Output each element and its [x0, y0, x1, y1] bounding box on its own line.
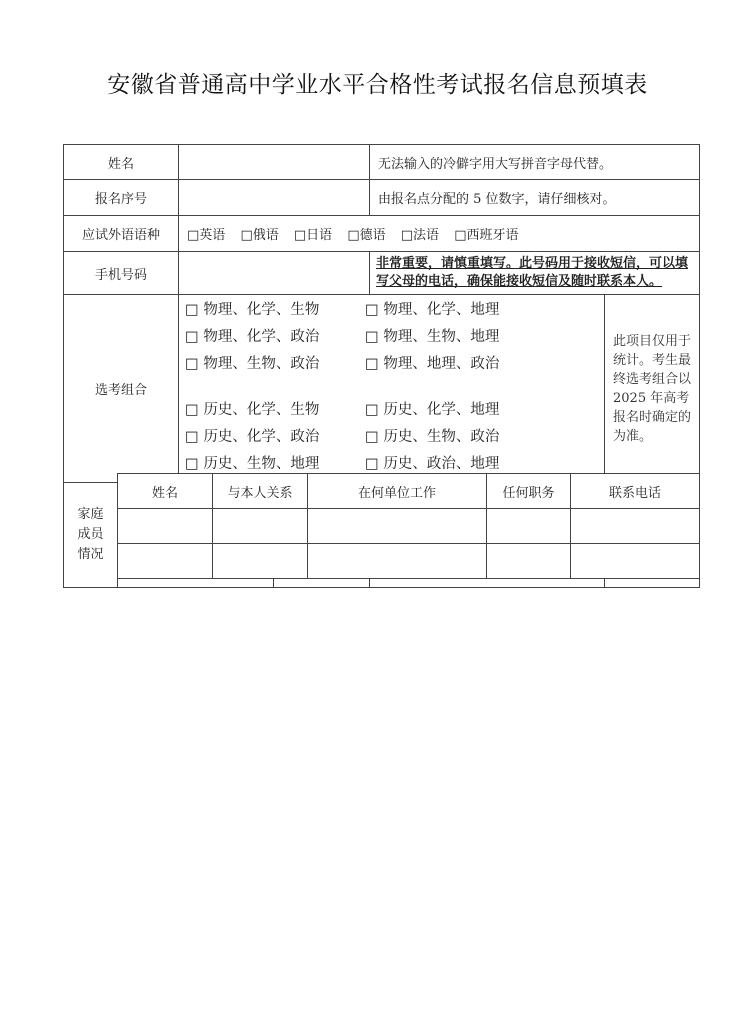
- combo-spacer: [185, 382, 365, 401]
- family-cell[interactable]: [571, 544, 700, 579]
- family-header-phone: 联系电话: [571, 474, 700, 509]
- family-header-workplace: 在何单位工作: [308, 474, 487, 509]
- combo-options: [179, 295, 605, 483]
- language-option-french[interactable]: □法语: [400, 228, 440, 243]
- combo-option[interactable]: □ 历史、化学、生物: [185, 402, 320, 418]
- combo-option[interactable]: □ 物理、地理、政治: [365, 356, 500, 372]
- combo-option[interactable]: □ 历史、化学、政治: [185, 429, 320, 445]
- name-input-cell[interactable]: [179, 145, 370, 180]
- page-title: 安徽省普通高中学业水平合格性考试报名信息预填表: [107, 72, 648, 98]
- reg-no-row: [64, 180, 700, 216]
- combo-option[interactable]: □ 物理、生物、政治: [185, 356, 320, 372]
- combo-option[interactable]: □ 历史、生物、政治: [365, 429, 500, 445]
- name-row: [64, 145, 700, 180]
- language-option-japanese[interactable]: □日语: [293, 228, 333, 243]
- reg-no-input-cell[interactable]: [179, 180, 370, 216]
- name-label: 姓名: [64, 145, 179, 180]
- family-label-text: 家庭成员情况: [77, 507, 104, 562]
- combo-note: 此项目仅用于统计。考生最终选考组合以 2025 年高考报名时确定的为准。: [605, 295, 700, 483]
- family-header-position: 任何职务: [487, 474, 571, 509]
- phone-label: 手机号码: [64, 252, 179, 295]
- language-option-spanish[interactable]: □西班牙语: [454, 228, 519, 243]
- family-cell[interactable]: [487, 509, 571, 544]
- family-label: [64, 483, 118, 588]
- phone-input-cell[interactable]: [179, 252, 370, 295]
- combo-option[interactable]: □ 历史、政治、地理: [365, 456, 500, 472]
- family-cell[interactable]: [571, 509, 700, 544]
- language-row: [64, 216, 700, 252]
- combo-row: [64, 295, 700, 483]
- family-table-overlay: [117, 473, 700, 579]
- combo-option[interactable]: □ 物理、化学、生物: [185, 302, 320, 318]
- name-note: 无法输入的冷僻字用大写拼音字母代替。: [370, 145, 700, 180]
- combo-option[interactable]: □ 物理、化学、地理: [365, 302, 500, 318]
- combo-option[interactable]: □ 物理、生物、地理: [365, 329, 500, 345]
- combo-option[interactable]: □ 历史、生物、地理: [185, 456, 320, 472]
- combo-option[interactable]: □ 物理、化学、政治: [185, 329, 320, 345]
- family-cell[interactable]: [118, 509, 213, 544]
- combo-label: 选考组合: [64, 295, 179, 483]
- phone-note: 非常重要，请慎重填写。此号码用于接收短信，可以填写父母的电话，确保能接收短信及随时联系本人。: [370, 252, 700, 295]
- family-cell[interactable]: [308, 509, 487, 544]
- family-cell[interactable]: [487, 544, 571, 579]
- family-header-relation: 与本人关系: [213, 474, 308, 509]
- reg-no-note: 由报名点分配的 5 位数字，请仔细核对。: [370, 180, 700, 216]
- phone-row: [64, 252, 700, 295]
- language-option-english[interactable]: □英语: [187, 228, 226, 243]
- family-cell[interactable]: [213, 509, 308, 544]
- language-label: 应试外语语种: [64, 216, 179, 252]
- combo-option[interactable]: □ 历史、化学、地理: [365, 402, 500, 418]
- language-options: [179, 216, 700, 252]
- family-cell[interactable]: [118, 544, 213, 579]
- family-header-name: 姓名: [118, 474, 213, 509]
- reg-no-label: 报名序号: [64, 180, 179, 216]
- family-cell[interactable]: [213, 544, 308, 579]
- family-cell[interactable]: [308, 544, 487, 579]
- language-option-german[interactable]: □德语: [347, 228, 386, 243]
- combo-spacer: [365, 382, 541, 401]
- language-option-russian[interactable]: □俄语: [240, 228, 279, 243]
